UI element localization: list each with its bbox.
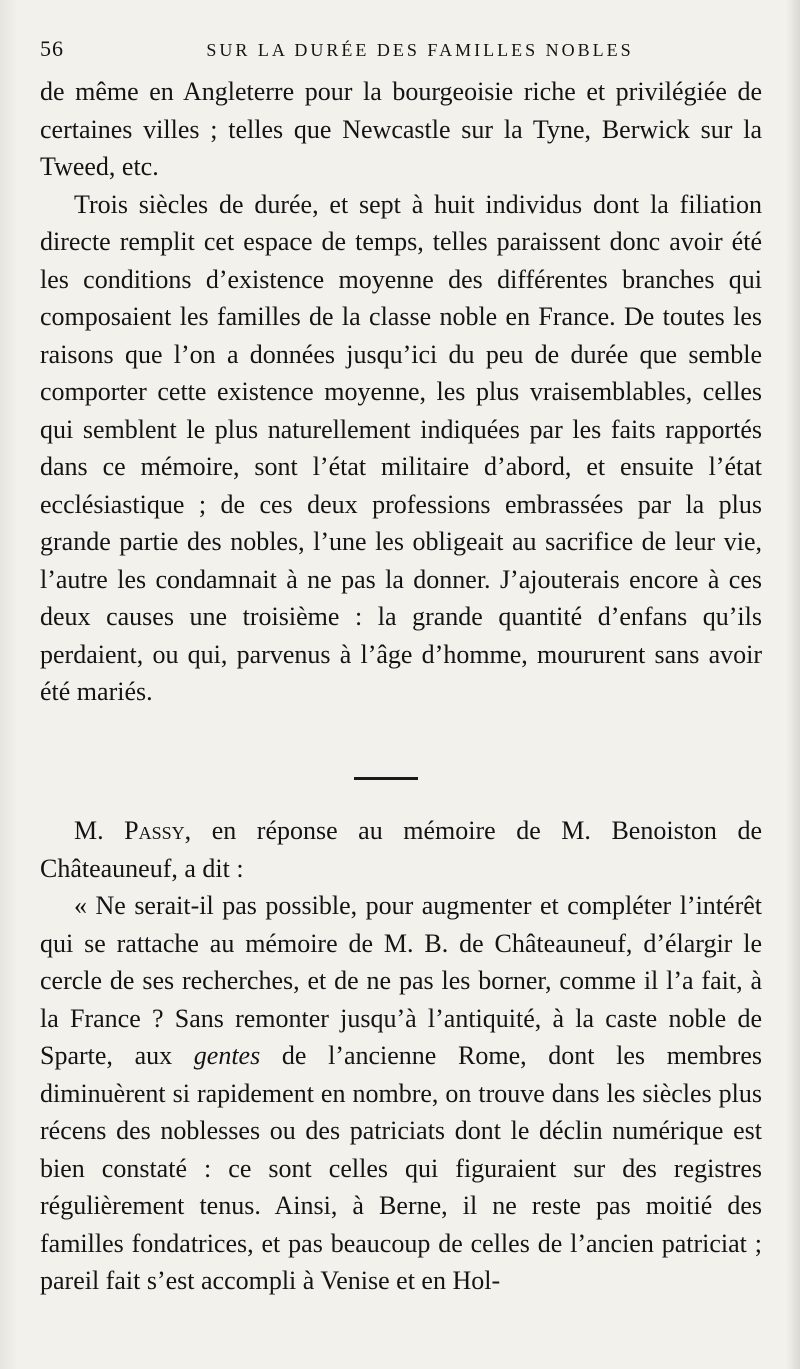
paragraph-passy-intro [40,812,762,887]
section-divider [354,777,418,780]
page-header [40,36,760,68]
quote-text-1: « Ne serait-il pas possible, pour augmenter et compléter l’intérêt qui se rattache au mémoire de M. B. de Châteauneuf, d’élargir le cercle de ses recherches, et de ne pas les borner, comme il l’a fait, à la France ? Sans remonter jusqu’à l’antiquité, à la caste noble de Sparte, aux [40,891,762,1070]
text-block-top [40,73,762,711]
paragraph-trois-siecles: Trois siècles de durée, et sept à huit individus dont la filiation directe remplit cet espace de temps, telles paraissent donc avoir été les conditions d’existence moyenne des différentes branches qui composaient les familles de la classe noble en France. De toutes les raisons que l’on a données jusqu’ici du peu de durée que semble comporter cette existence moyenne, les plus vraisemblables, celles qui semblent le plus naturellement indiquées par les faits rapportés dans ce mémoire, sont l’état militaire d’abord, et ensuite l’état ecclésiastique ; de ces deux professions embrassées par la plus grande partie des nobles, l’une les obligeait au sacrifice de leur vie, l’autre les condamnait à ne pas la donner. J’ajouterais encore à ces deux causes une troisième : la grande quantité d’enfans qu’ils perdaient, ou qui, parvenus à l’âge d’homme, moururent sans avoir été mariés. [40,189,762,706]
running-title: SUR LA DURÉE DES FAMILLES NOBLES [206,40,634,60]
paragraph-continuation: de même en Angleterre pour la bourgeoisie riche et privilégiée de certaines villes ; telles que Newcastle sur la Tyne, Berwick sur la Tweed, etc. [40,77,762,181]
speaker-title: M. [74,816,104,845]
speaker-name: Passy [124,816,185,845]
intro-text: , en réponse au mémoire de M. Benoiston de Châteauneuf, a dit : [40,816,762,883]
paragraph-passy-quote [40,887,762,1300]
quote-text-2: de l’ancienne Rome, dont les membres diminuèrent si rapidement en nombre, on trouve dans les siècles plus récens des noblesses ou des patriciats dont le déclin numérique est bien constaté : ce sont celles qui figuraient sur des registres régulièrement tenus. Ainsi, à Berne, il ne reste pas moitié des familles fondatrices, et pas beaucoup de celles de l’ancien patriciat ; pareil fait s’est accompli à Venise et en Hol- [40,1041,762,1295]
page-number: 56 [40,36,64,61]
text-block-bottom [40,812,762,1300]
quote-italic-term: gentes [193,1041,261,1070]
